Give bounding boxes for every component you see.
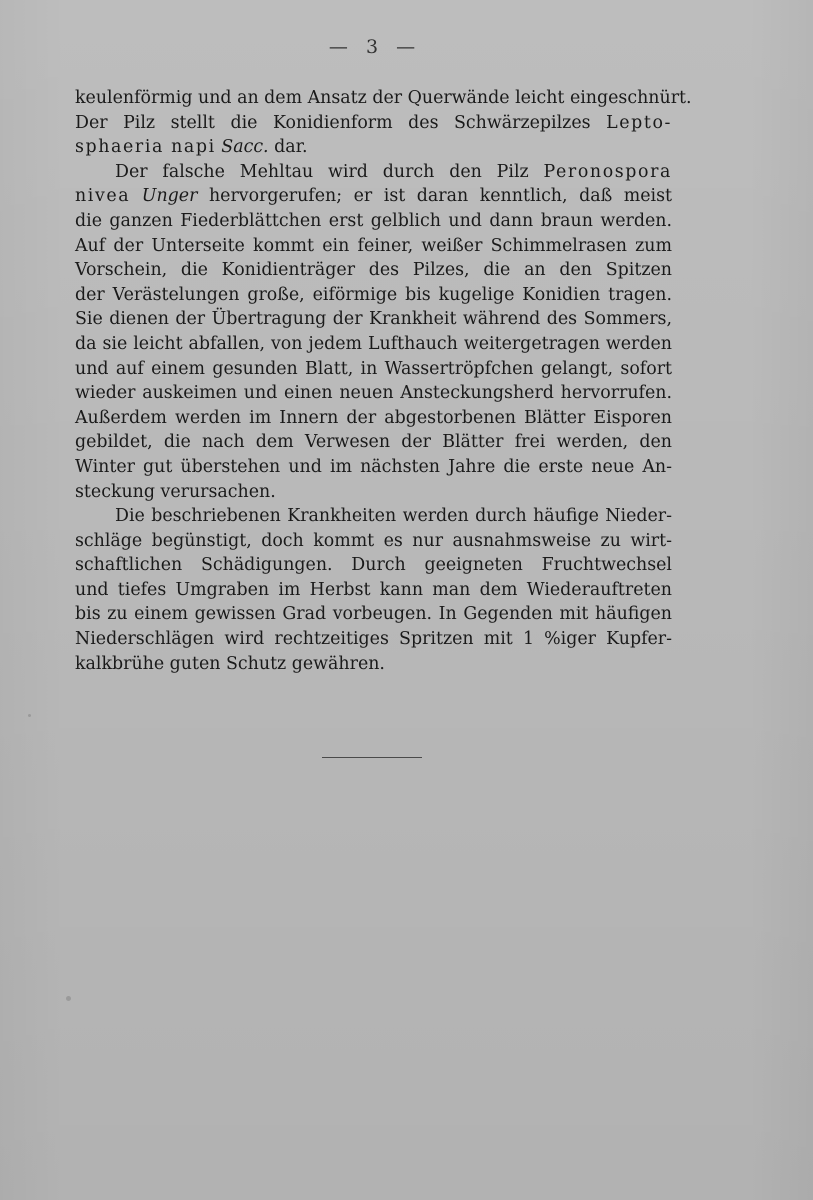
text-line: schläge begünstigt, doch kommt es nur ausnahmsweise zu wirt- bbox=[75, 530, 672, 551]
text-line: Sie dienen der Übertragung der Krankheit während des Sommers, bbox=[75, 309, 672, 330]
text-line bbox=[75, 135, 672, 160]
text-line bbox=[75, 160, 672, 185]
spaced-genus-name: Peronospora bbox=[543, 161, 672, 182]
text-line bbox=[75, 111, 672, 136]
text-span: hervorgerufen; er ist daran kenntlich, daß meist bbox=[197, 186, 672, 207]
text-line: Niederschlägen wird rechtzeitiges Spritzen mit 1 %iger Kupfer- bbox=[75, 629, 672, 650]
text-line: schaftlichen Schädigungen. Durch geeigneten Fruchtwechsel bbox=[75, 555, 672, 576]
text-span: dar. bbox=[268, 137, 308, 158]
spaced-genus-name: Lepto- bbox=[606, 112, 672, 133]
text-span: Der falsche Mehltau wird durch den Pilz bbox=[115, 161, 544, 182]
spaced-species-name: nivea bbox=[75, 186, 131, 207]
paragraph-2 bbox=[75, 160, 672, 504]
text-line: der Verästelungen große, eiförmige bis kugelige Konidien tragen. bbox=[75, 284, 672, 305]
paragraph-3 bbox=[75, 504, 672, 676]
spaced-species-name: sphaeria napi bbox=[75, 137, 216, 158]
text-line: Auf der Unterseite kommt ein feiner, weißer Schimmelrasen zum bbox=[75, 235, 672, 256]
page-number: — 3 — bbox=[328, 36, 422, 58]
body-text bbox=[75, 86, 692, 676]
text-line: wieder auskeimen und einen neuen Ansteckungsherd hervorrufen. bbox=[75, 383, 672, 404]
text-line: steckung verursachen. bbox=[75, 481, 276, 502]
text-line: gebildet, die nach dem Verwesen der Blätter frei werden, den bbox=[75, 432, 672, 453]
text-line: Winter gut überstehen und im nächsten Jahre die erste neue An- bbox=[75, 456, 672, 477]
text-line: und auf einem gesunden Blatt, in Wassertröpfchen gelangt, sofort bbox=[75, 358, 672, 379]
text-line: die ganzen Fiederblättchen erst gelblich und dann braun werden. bbox=[75, 210, 672, 231]
text-line: und tiefes Umgraben im Herbst kann man dem Wiederauftreten bbox=[75, 579, 672, 600]
text-line: kalkbrühe guten Schutz gewähren. bbox=[75, 653, 385, 674]
text-line: Vorschein, die Konidienträger des Pilzes, die an den Spitzen bbox=[75, 260, 672, 281]
end-rule-divider bbox=[322, 757, 422, 758]
paper-speck bbox=[28, 714, 31, 717]
italic-author: Unger bbox=[141, 186, 198, 207]
paper-speck bbox=[66, 996, 71, 1001]
text-span: Der Pilz stellt die Konidienform des Schwärzepilzes bbox=[75, 112, 607, 133]
text-line: Die beschriebenen Krankheiten werden durch häufige Nieder- bbox=[115, 506, 672, 527]
paragraph-1 bbox=[75, 86, 692, 160]
text-line: keulenförmig und an dem Ansatz der Querwände leicht eingeschnürt. bbox=[75, 88, 692, 108]
text-line bbox=[75, 184, 672, 209]
text-line: da sie leicht abfallen, von jedem Lufthauch weitergetragen werden bbox=[75, 333, 672, 354]
text-line: bis zu einem gewissen Grad vorbeugen. In Gegenden mit häufigen bbox=[75, 604, 672, 625]
italic-author: Sacc. bbox=[221, 137, 269, 158]
text-line: Außerdem werden im Innern der abgestorbenen Blätter Eisporen bbox=[75, 407, 672, 428]
